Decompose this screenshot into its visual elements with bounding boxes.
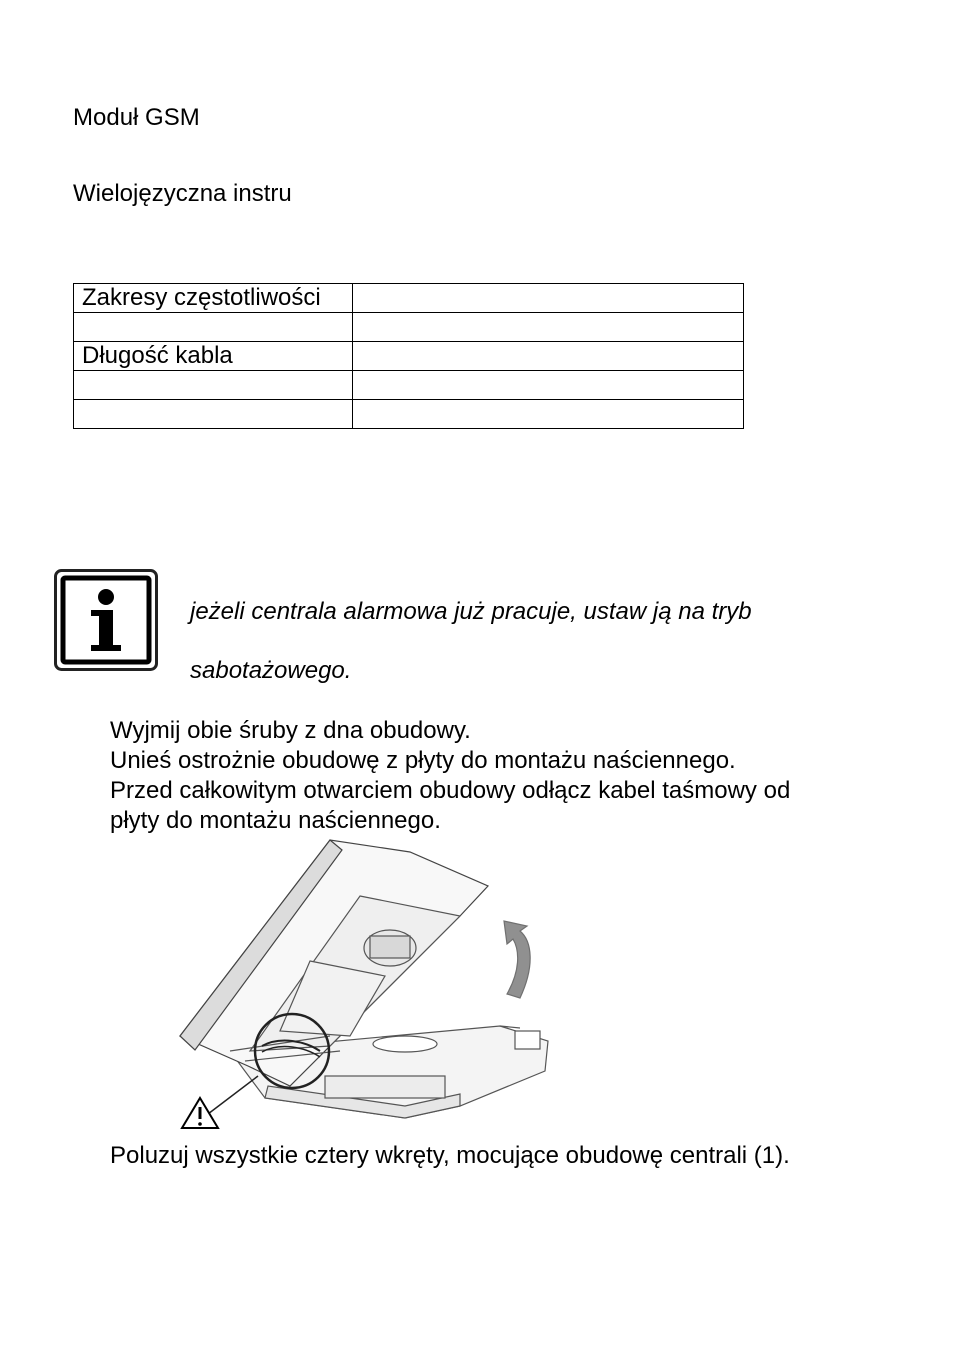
table-cell	[74, 371, 353, 400]
note-line: jeżeli centrala alarmowa już pracuje, ustaw ją na tryb	[190, 598, 752, 625]
table-cell	[353, 371, 744, 400]
table-cell: Zakresy częstotliwości	[74, 284, 353, 313]
table-row	[74, 284, 744, 313]
document-title: Moduł GSM	[73, 104, 200, 131]
table-cell	[74, 313, 353, 342]
table-row	[74, 400, 744, 429]
table-cell	[353, 342, 744, 371]
table-cell	[353, 284, 744, 313]
instruction-step-final: Poluzuj wszystkie cztery wkręty, mocujące obudowę centrali (1).	[110, 1142, 790, 1169]
instruction-steps	[110, 716, 790, 836]
table-cell	[74, 400, 353, 429]
table-row	[74, 342, 744, 371]
instruction-step: płyty do montażu naściennego.	[110, 807, 441, 834]
table-cell: Długość kabla	[74, 342, 353, 371]
warning-icon	[182, 1098, 218, 1128]
instruction-step: Unieś ostrożnie obudowę z płyty do montażu naściennego.	[110, 747, 736, 774]
document-subtitle: Wielojęzyczna instru	[73, 180, 292, 207]
spec-table	[73, 283, 744, 429]
table-row	[74, 313, 744, 342]
housing-illustration	[170, 836, 560, 1131]
instruction-step: Przed całkowitym otwarciem obudowy odłącz kabel taśmowy od	[110, 777, 791, 804]
table-cell	[353, 400, 744, 429]
info-icon	[54, 569, 158, 671]
table-row	[74, 371, 744, 400]
table-cell	[353, 313, 744, 342]
instruction-step: Wyjmij obie śruby z dna obudowy.	[110, 717, 471, 744]
note-line: sabotażowego.	[190, 657, 352, 684]
arrow-up-icon	[504, 921, 530, 998]
